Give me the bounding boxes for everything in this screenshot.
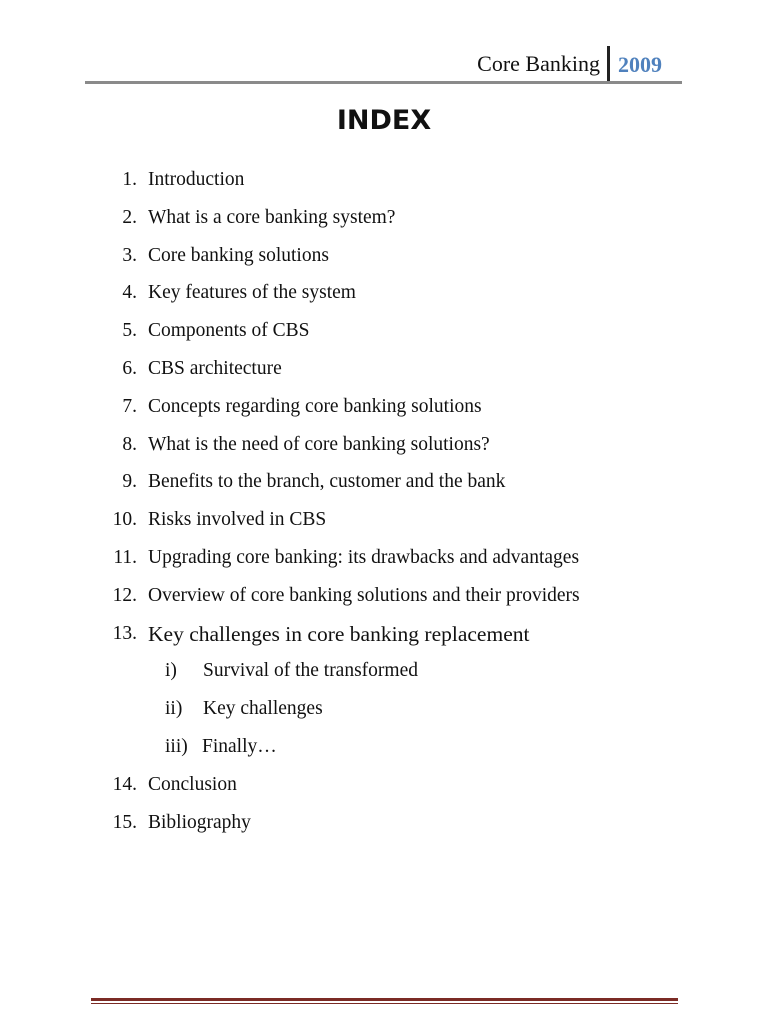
header-rule [85,81,682,84]
toc-text: Bibliography [148,811,251,833]
toc-text: Introduction [148,169,245,190]
toc-number: 13. [112,622,137,644]
toc-text: Components of CBS [148,320,310,342]
toc-number: 4. [122,282,137,304]
toc-subitem [0,731,768,769]
toc-text: Overview of core banking solutions and their providers [148,584,580,606]
toc-subitem-number: i) [165,660,177,682]
toc-item [0,807,768,845]
toc-item [0,202,768,240]
toc-number: 6. [122,357,137,379]
toc-number: 15. [112,811,137,833]
toc-text: Risks involved in CBS [148,509,327,531]
page-title: INDEX [336,105,432,136]
toc-item [0,429,768,467]
toc-item [0,164,768,202]
toc-subitem-text: Key challenges [203,698,323,720]
toc-text: Benefits to the branch, customer and the bank [148,471,506,493]
table-of-contents [0,164,768,844]
toc-number: 9. [122,471,137,493]
toc-item [0,504,768,542]
toc-item [0,769,768,807]
toc-subitem-text: Finally… [202,735,277,757]
toc-item [0,580,768,618]
toc-item [0,542,768,580]
toc-item [0,466,768,504]
toc-number: 2. [122,206,137,228]
toc-number: 10. [112,509,137,531]
toc-item [0,391,768,429]
toc-item [0,315,768,353]
toc-text: Key features of the system [148,282,356,304]
toc-text: Upgrading core banking: its drawbacks and advantages [148,546,580,568]
toc-text: Key challenges in core banking replacement [148,621,530,646]
toc-number: 3. [122,244,137,266]
toc-subitem [0,655,768,693]
header-divider [607,46,610,82]
toc-subitem [0,693,768,731]
toc-number: 1. [122,169,137,190]
toc-text: Core banking solutions [148,244,329,266]
toc-number: 14. [112,773,137,795]
toc-number: 12. [112,584,137,606]
toc-number: 11. [113,546,137,568]
toc-item [0,240,768,278]
toc-subitem-number: ii) [165,698,183,720]
toc-text: What is a core banking system? [148,206,396,228]
toc-text: What is the need of core banking solutions? [148,433,490,455]
toc-subitem-number: iii) [165,735,188,757]
footer-rule-thin [91,1003,678,1004]
footer-rule [91,998,678,1001]
toc-item [0,353,768,391]
page-header [85,44,682,82]
toc-number: 7. [122,395,137,417]
header-title: Core Banking [477,51,600,76]
header-year: 2009 [618,52,662,77]
toc-number: 8. [122,433,137,455]
toc-item [0,277,768,315]
toc-text: Concepts regarding core banking solutions [148,395,482,417]
toc-item [0,618,768,656]
toc-text: Conclusion [148,773,237,795]
toc-subitem-text: Survival of the transformed [203,660,418,682]
toc-number: 5. [122,320,137,342]
toc-text: CBS architecture [148,357,282,379]
